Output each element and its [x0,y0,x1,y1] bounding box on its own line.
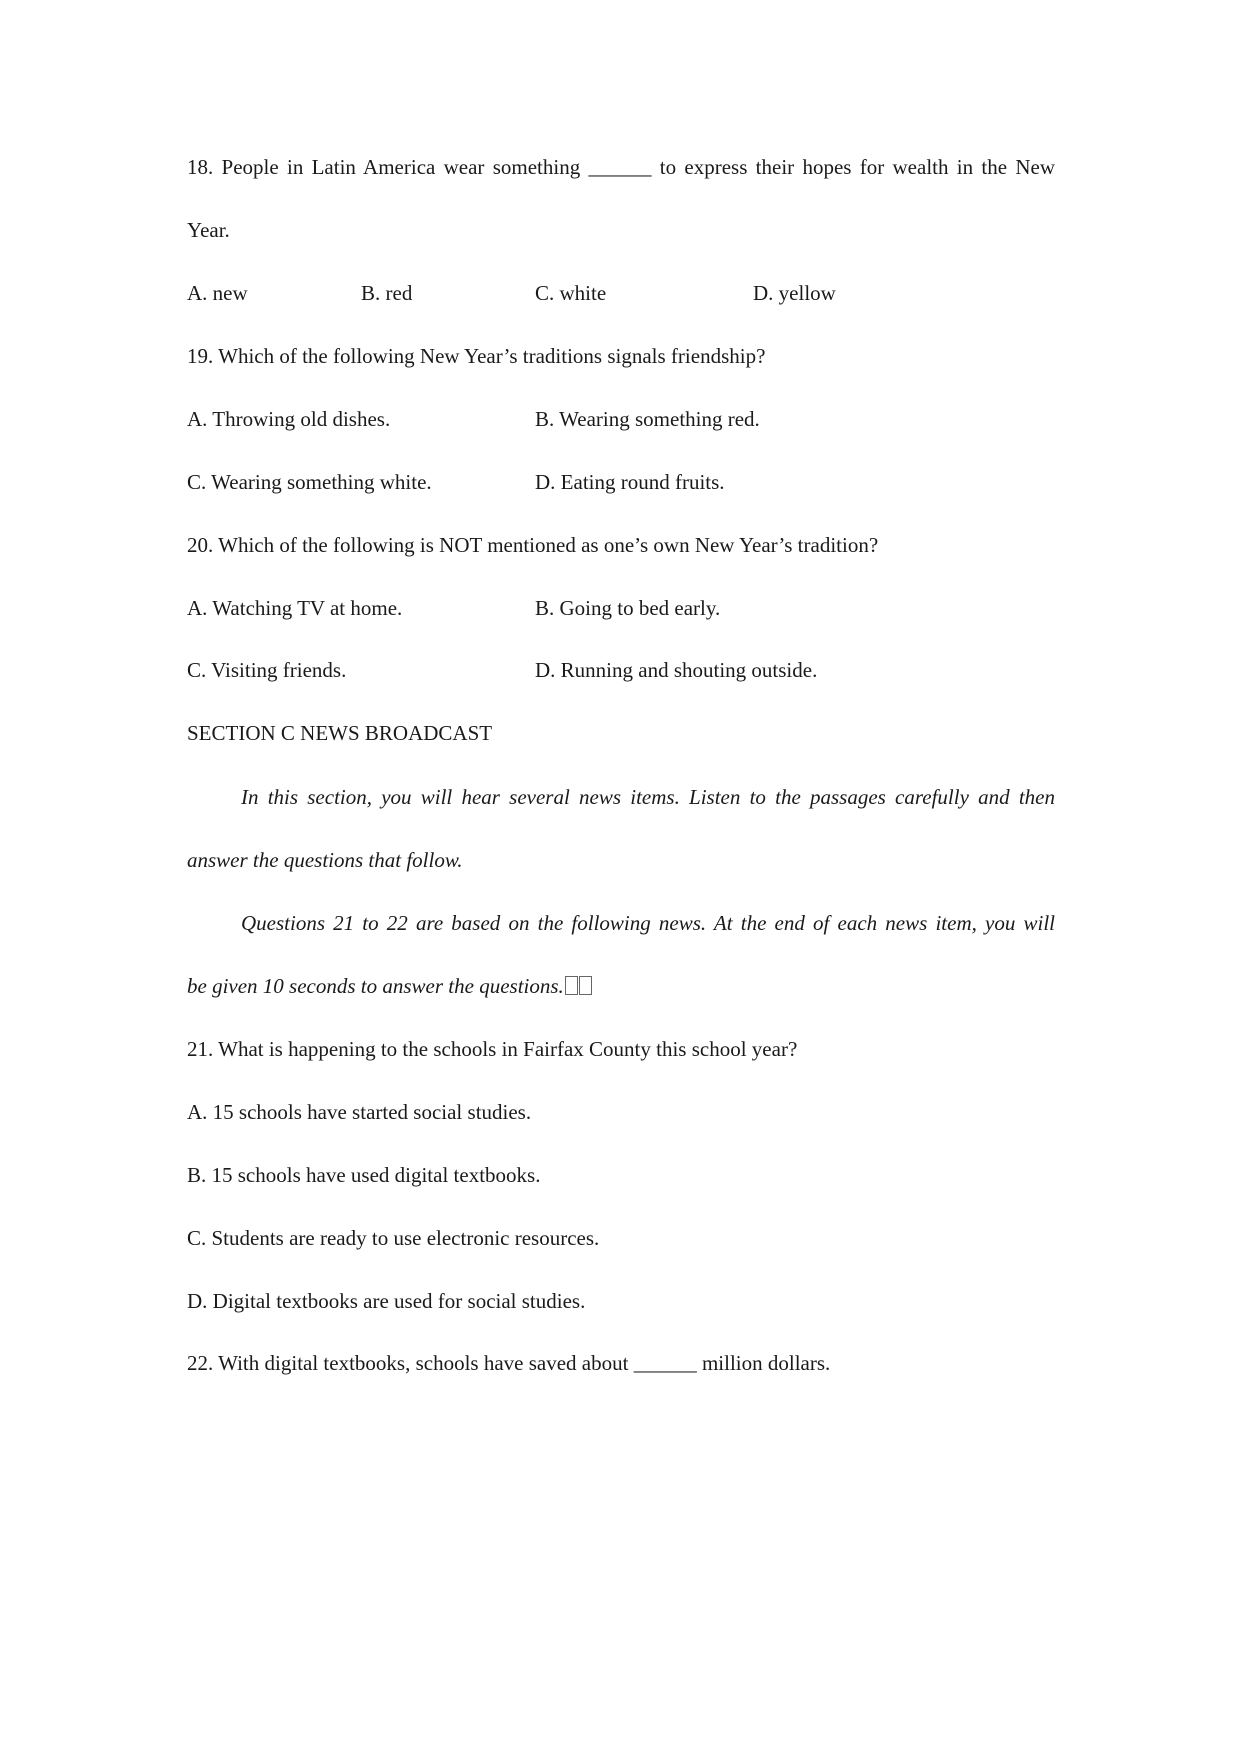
unknown-glyph-icon [579,976,592,995]
q22-stem: 22. With digital textbooks, schools have saved about ______ million dollars. [187,1351,831,1375]
q18-stem-line2: Year. [187,218,230,242]
q20-options-row2 [187,657,1055,683]
q18-option-b: B. red [361,281,413,305]
q19-stem: 19. Which of the following New Year’s traditions signals friendship? [187,344,766,368]
section-c-note-line1: Questions 21 to 22 are based on the following news. At the end of each news item, you will [241,911,1055,935]
section-c-note-line2: be given 10 seconds to answer the questions. [187,974,564,998]
q19-option-b: B. Wearing something red. [535,407,760,431]
unknown-glyph-icon [565,976,578,995]
q18-option-a: A. new [187,281,248,305]
q20-options-row1 [187,595,1055,621]
section-c-instruction-line1: In this section, you will hear several news items. Listen to the passages carefully and then [241,785,1055,809]
q20-option-a: A. Watching TV at home. [187,596,403,620]
q19-options-row2 [187,469,1055,495]
q20-option-d: D. Running and shouting outside. [535,658,818,682]
q18-option-c: C. white [535,281,607,305]
q20-option-c: C. Visiting friends. [187,658,347,682]
q19-options-row1 [187,406,1055,432]
q21-option-b: B. 15 schools have used digital textbooks. [187,1163,541,1187]
section-c-instruction-line2: answer the questions that follow. [187,848,463,872]
q21-stem: 21. What is happening to the schools in Fairfax County this school year? [187,1037,798,1061]
section-c-heading: SECTION C NEWS BROADCAST [187,721,493,745]
q19-option-d: D. Eating round fruits. [535,470,725,494]
section-c-note-line2-wrap [187,973,1055,999]
q19-option-a: A. Throwing old dishes. [187,407,391,431]
q20-option-b: B. Going to bed early. [535,596,721,620]
q19-option-c: C. Wearing something white. [187,470,432,494]
q21-option-a: A. 15 schools have started social studies. [187,1100,532,1124]
q21-option-c: C. Students are ready to use electronic resources. [187,1226,600,1250]
q18-options [187,280,1055,306]
q18-option-d: D. yellow [753,281,836,305]
q20-stem: 20. Which of the following is NOT mentioned as one’s own New Year’s tradition? [187,533,879,557]
q18-stem-line1: 18. People in Latin America wear something ______ to express their hopes for wealth in the New [187,155,1055,179]
q21-option-d: D. Digital textbooks are used for social studies. [187,1289,586,1313]
